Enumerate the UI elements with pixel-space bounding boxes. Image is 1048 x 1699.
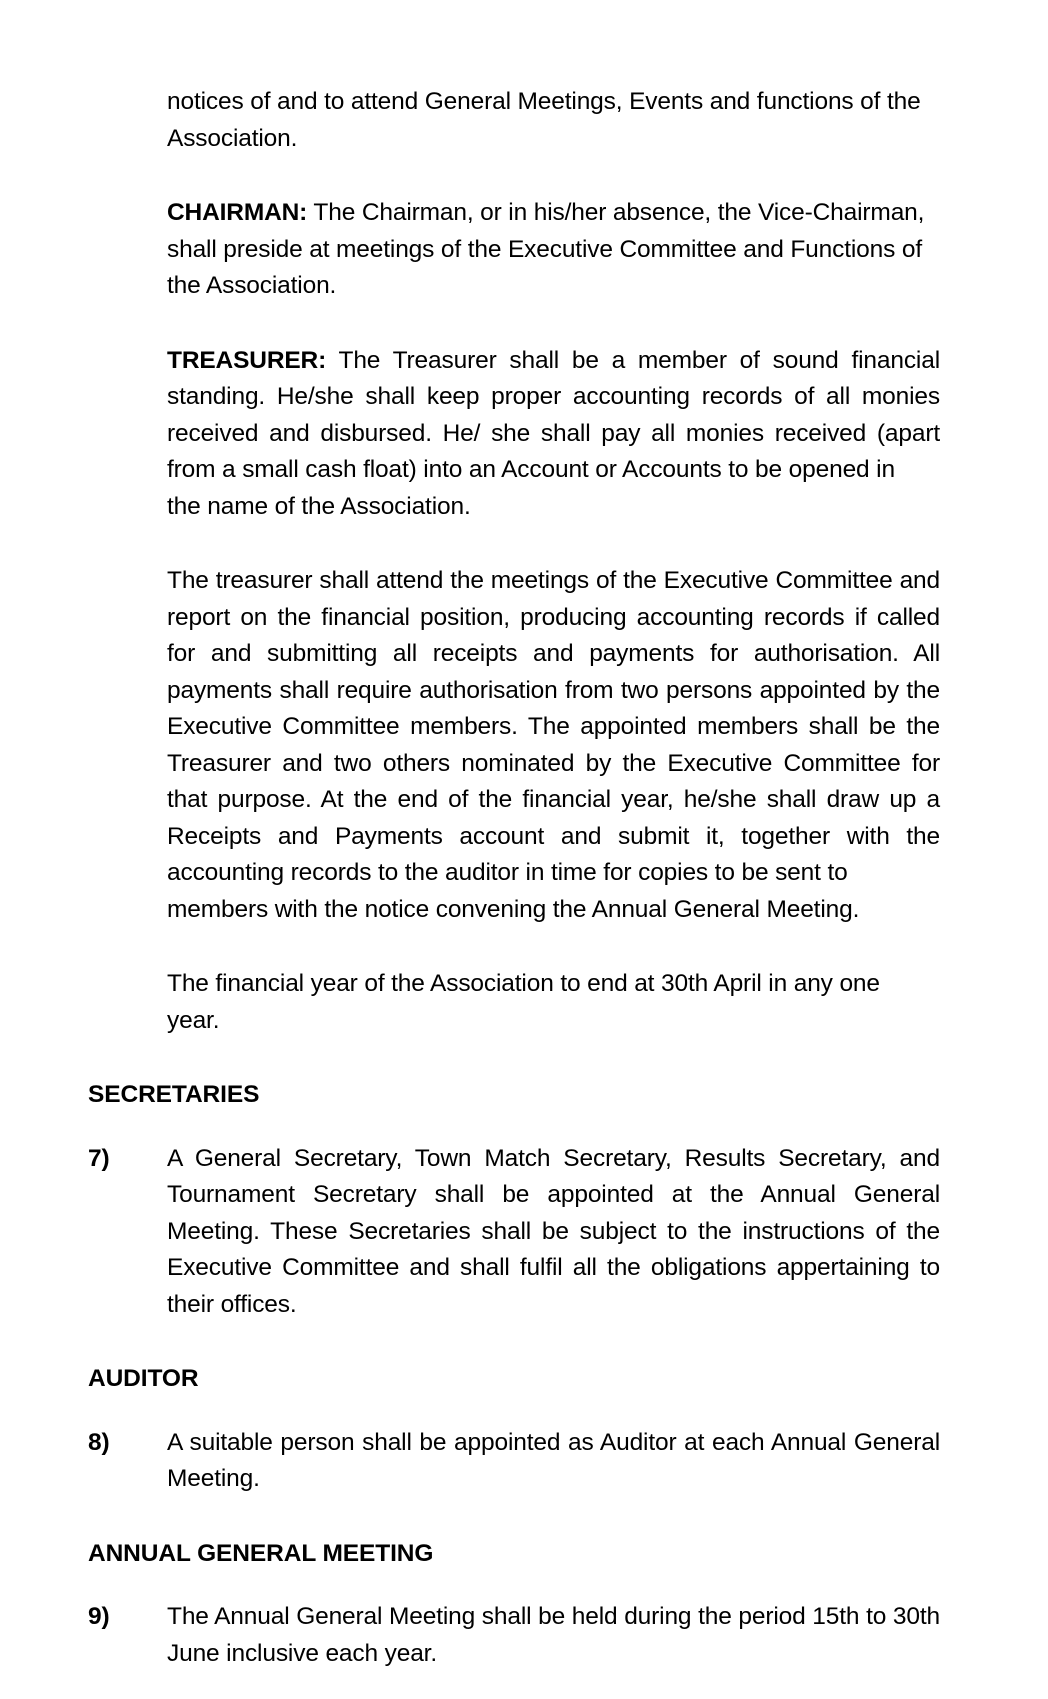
document-content xyxy=(88,84,940,1699)
paragraph-financial-year xyxy=(88,966,940,1039)
treasurer-duties-body-text: The treasurer shall attend the meetings of the Executive Committee and report on the financial position, producing accounting records if called for and submitting all receipts and payments for authorisation. All payments shall require authorisation from two persons appointed by the Executive Committee members. The appointed members shall be the Treasurer and two others nominated by the Executive Committee for that purpose. At the end of the financial year, he/she shall draw up a Receipts and Payments account and submit it, together with the accounting records to the auditor in time for copies to be sent to xyxy=(167,567,940,886)
paragraph-treasurer-duties xyxy=(88,563,940,928)
section-heading-annual-general-meeting: ANNUAL GENERAL MEETING xyxy=(88,1539,434,1567)
clause-7 xyxy=(88,1141,940,1324)
treasurer-body-text: The Treasurer shall be a member of sound financial standing. He/she shall keep proper accounting records of all monies received and disbursed. He/ she shall pay all monies received (apart from a small cash float) into an Account or Accounts to be opened in xyxy=(167,346,940,483)
clause-7-last-line: their offices. xyxy=(167,1290,297,1318)
clause-7-number: 7) xyxy=(88,1144,110,1172)
clause-9-last-line: 30th June inclusive each year. xyxy=(167,1603,940,1667)
clause-8-last-line: Meeting. xyxy=(167,1465,260,1492)
treasurer-last-line: the name of the Association. xyxy=(167,492,471,520)
clause-8 xyxy=(88,1425,940,1498)
clause-9-text: The Annual General Meeting shall be held during the period 15th to xyxy=(167,1603,887,1630)
clause-8-text: A suitable person shall be appointed as Auditor at each Annual General xyxy=(167,1428,940,1456)
paragraph-chairman xyxy=(88,195,940,305)
chairman-lead-label: CHAIRMAN: xyxy=(167,199,308,226)
chairman-body-text: The Chairman, or in his/her absence, the Vice-Chairman, shall preside at meetings of the Executive Committee and Functions of the Association. xyxy=(167,199,925,299)
financial-year-body-text: The financial year of the Association to end at 30th April in any one xyxy=(167,970,880,997)
clause-7-text: A General Secretary, Town Match Secretary, Results Secretary, and Tournament Secretary shall be appointed at the Annual General Meeting. These Secretaries shall be subject to the instructions of the Executive Committee and shall fulfil all the obligations appertaining to xyxy=(167,1144,940,1281)
treasurer-duties-last-line: members with the notice convening the Annual General Meeting. xyxy=(167,895,860,923)
clause-8-number: 8) xyxy=(88,1428,110,1456)
section-heading-auditor: AUDITOR xyxy=(88,1365,199,1392)
treasurer-lead-label: TREASURER: xyxy=(167,346,327,374)
clause-9-number: 9) xyxy=(88,1603,110,1630)
financial-year-last-line: year. xyxy=(167,1006,220,1034)
paragraph-treasurer xyxy=(88,343,940,526)
section-heading-secretaries: SECRETARIES xyxy=(88,1081,260,1108)
clause-9 xyxy=(88,1599,940,1672)
paragraph-intro-continuation: notices of and to attend General Meetings, Events and functions of the Association. xyxy=(167,88,921,152)
